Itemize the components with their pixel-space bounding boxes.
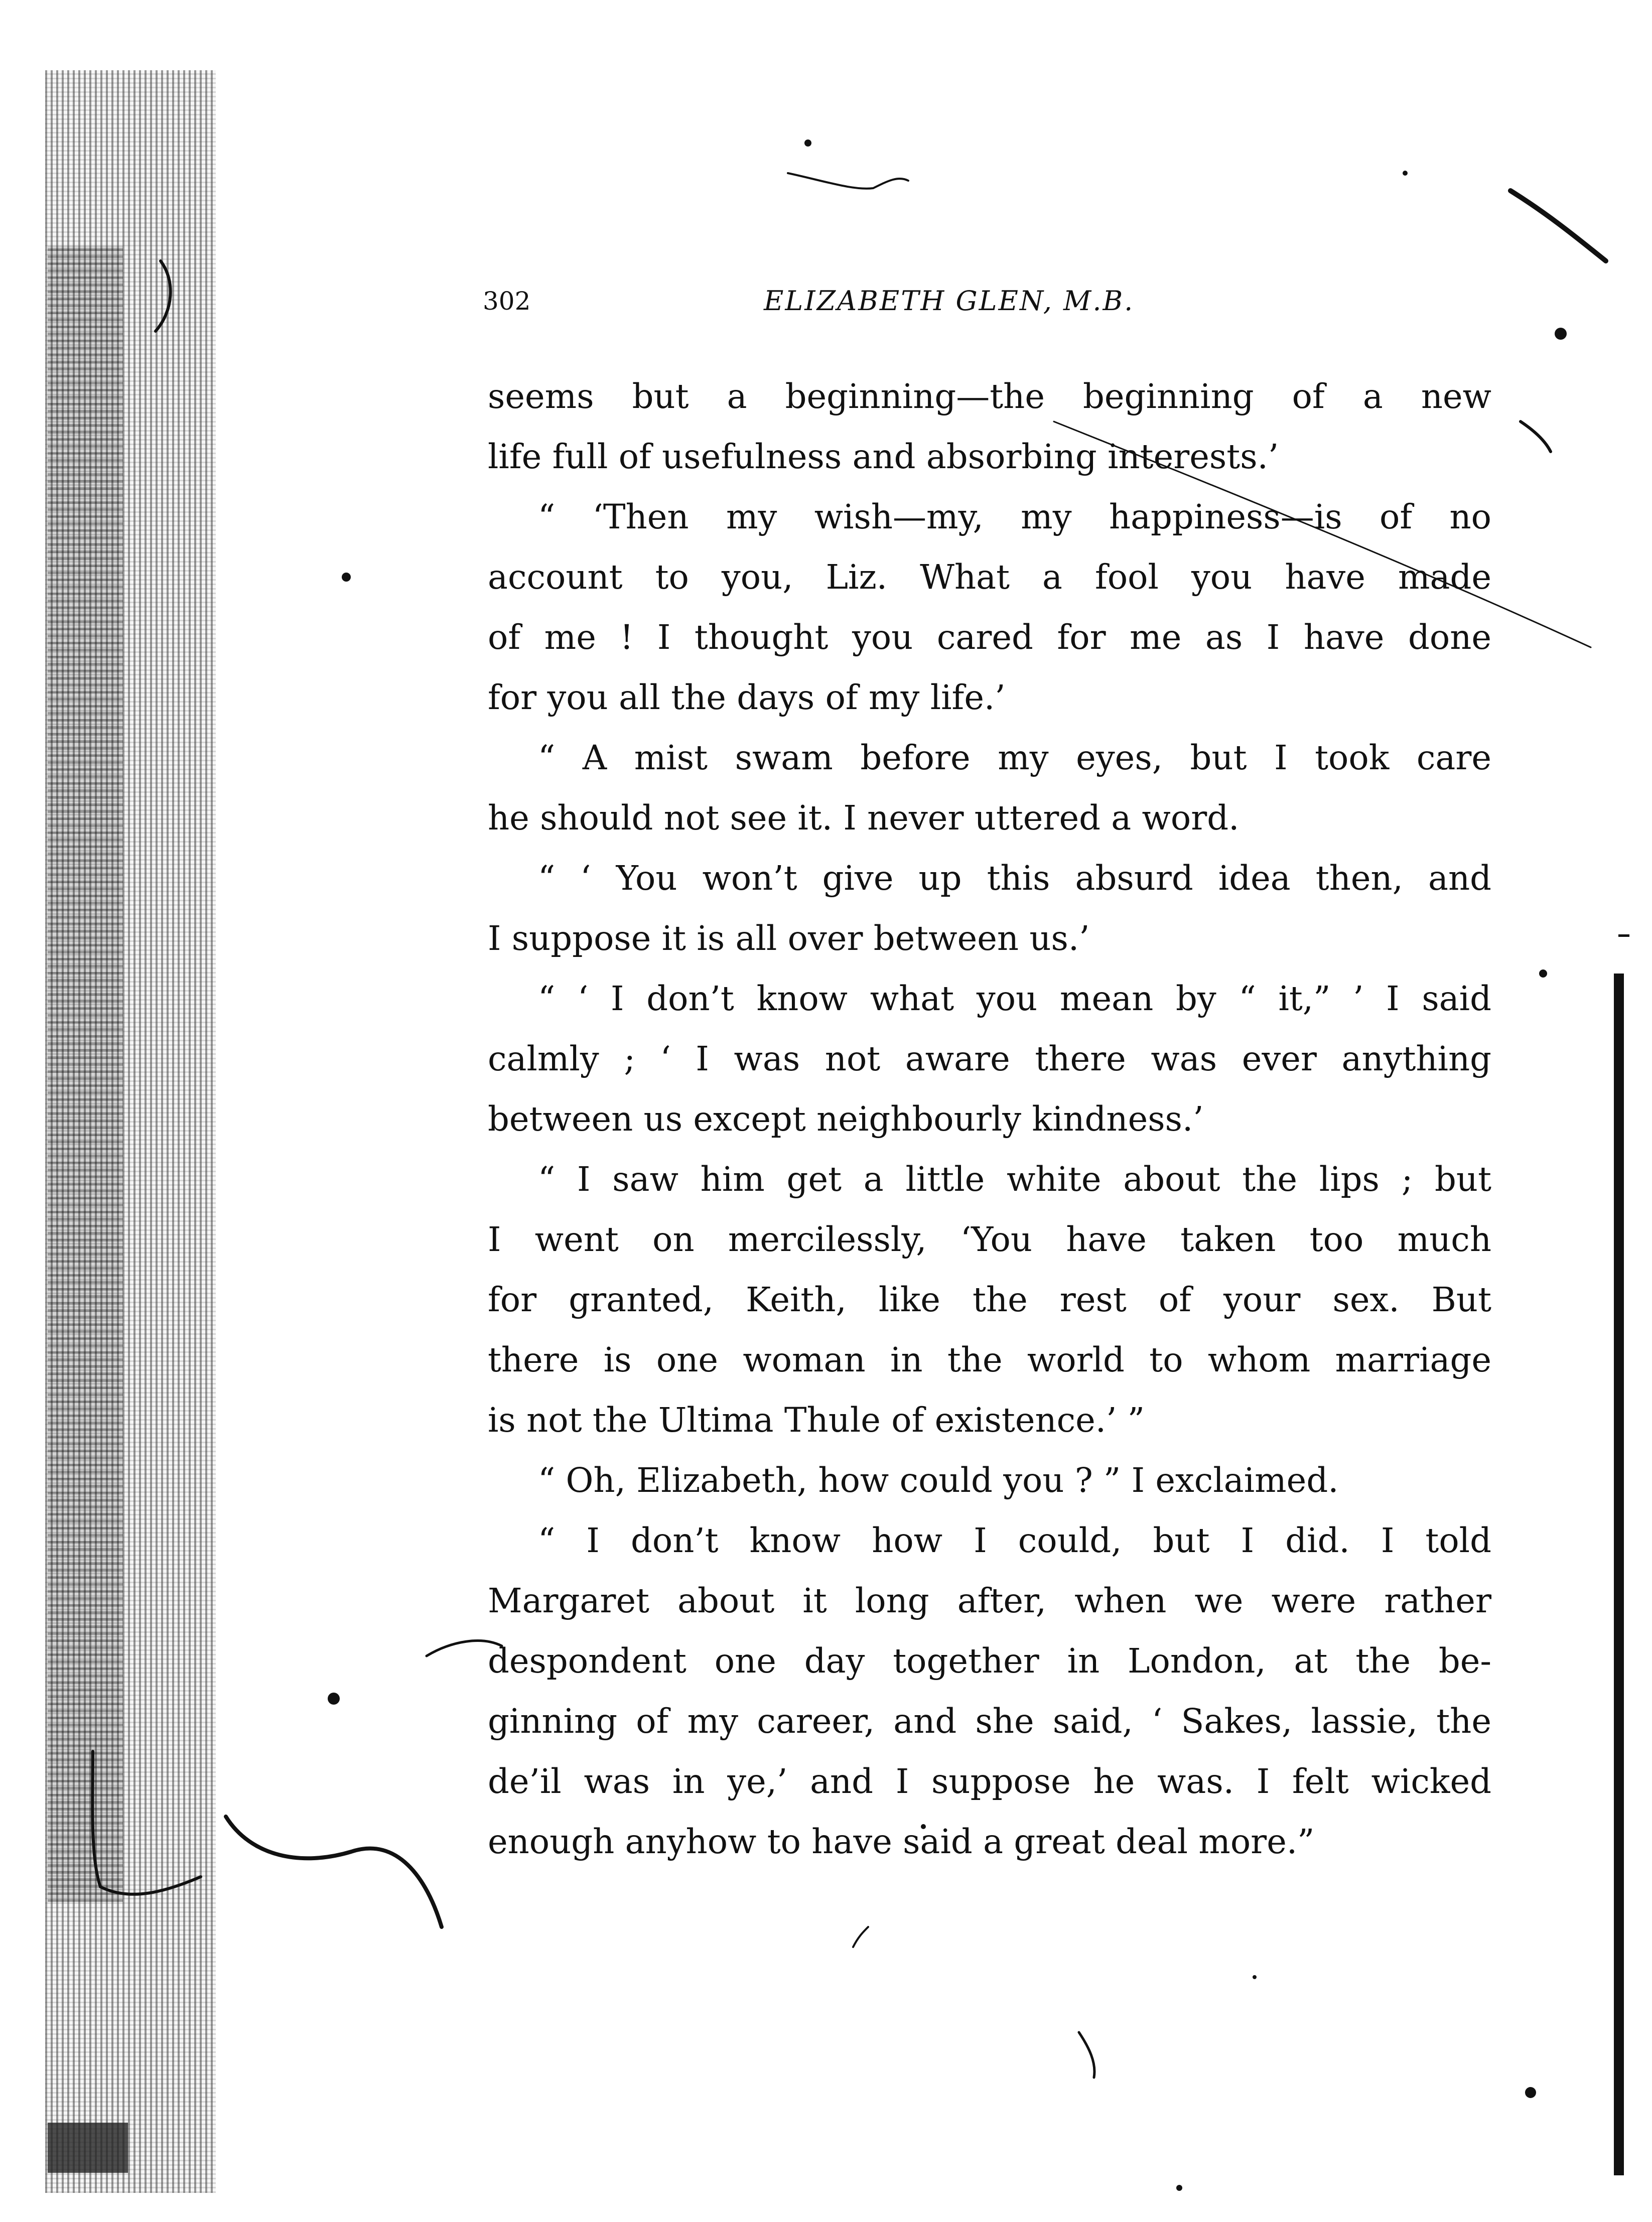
text-line: account to you, Liz. What a fool you have made xyxy=(488,558,1491,597)
pen-mark-bracket-low xyxy=(92,1751,201,1894)
pen-mark-top-right xyxy=(1510,191,1606,261)
text-line: despondent one day together in London, at the be- xyxy=(488,1641,1491,1681)
text-line: “ ‘Then my wish—my, my happiness—is of no xyxy=(538,497,1491,536)
text-line: of me ! I thought you cared for me as I have done xyxy=(488,618,1491,657)
text-line: I suppose it is all over between us.’ xyxy=(488,919,1090,958)
page-number: 302 xyxy=(483,287,531,316)
text-line: he should not see it. I never uttered a word. xyxy=(488,798,1240,838)
running-head xyxy=(483,281,1261,321)
pen-mark-small-dash xyxy=(853,1927,868,1947)
pen-mark-top-center xyxy=(788,173,908,189)
running-title: ELIZABETH GLEN, M.B. xyxy=(764,285,1135,317)
text-line: ginning of my career, and she said, ‘ Sakes, lassie, the xyxy=(488,1702,1491,1741)
text-line: “ I don’t know how I could, but I did. I told xyxy=(538,1521,1491,1560)
text-line: calmly ; ‘ I was not aware there was ever anything xyxy=(488,1039,1491,1078)
text-line: “ ‘ You won’t give up this absurd idea then, and xyxy=(538,859,1491,898)
text-line: is not the Ultima Thule of existence.’ ” xyxy=(488,1401,1145,1440)
paragraph xyxy=(488,728,1491,848)
text-line: de’il was in ye,’ and I suppose he was. I felt wicked xyxy=(488,1762,1491,1801)
text-line: for you all the days of my life.’ xyxy=(488,678,1006,717)
body-text xyxy=(488,366,1491,1872)
text-line: seems but a beginning—the beginning of a new xyxy=(488,377,1491,416)
text-line: “ ‘ I don’t know what you mean by “ it,” ’ I said xyxy=(538,979,1491,1018)
text-line: Margaret about it long after, when we were rather xyxy=(488,1581,1491,1620)
paragraph xyxy=(488,1450,1491,1510)
paragraph xyxy=(488,366,1491,487)
text-line: life full of usefulness and absorbing interests.’ xyxy=(488,437,1279,476)
text-line: there is one woman in the world to whom marriage xyxy=(488,1340,1491,1379)
text-line: for granted, Keith, like the rest of your sex. But xyxy=(488,1280,1491,1319)
pen-mark-left-bracket xyxy=(156,261,171,331)
text-line: enough anyhow to have said a great deal more.” xyxy=(488,1822,1315,1861)
pen-mark-right-check xyxy=(1521,422,1551,452)
pen-mark-bottom-left-curve xyxy=(226,1817,442,1927)
text-line: I went on mercilessly, ‘You have taken too much xyxy=(488,1220,1491,1259)
pen-mark-bottom-tick xyxy=(1079,2032,1094,2077)
text-line: “ Oh, Elizabeth, how could you ? ” I exclaimed. xyxy=(538,1461,1339,1500)
paragraph xyxy=(488,1510,1491,1872)
paragraph xyxy=(488,487,1491,728)
text-line: between us except neighbourly kindness.’ xyxy=(488,1099,1204,1139)
text-line: “ A mist swam before my eyes, but I took care xyxy=(538,738,1491,777)
paragraph xyxy=(488,968,1491,1149)
paragraph xyxy=(488,1149,1491,1450)
text-line: “ I saw him get a little white about the lips ; but xyxy=(538,1160,1491,1199)
paragraph xyxy=(488,848,1491,968)
